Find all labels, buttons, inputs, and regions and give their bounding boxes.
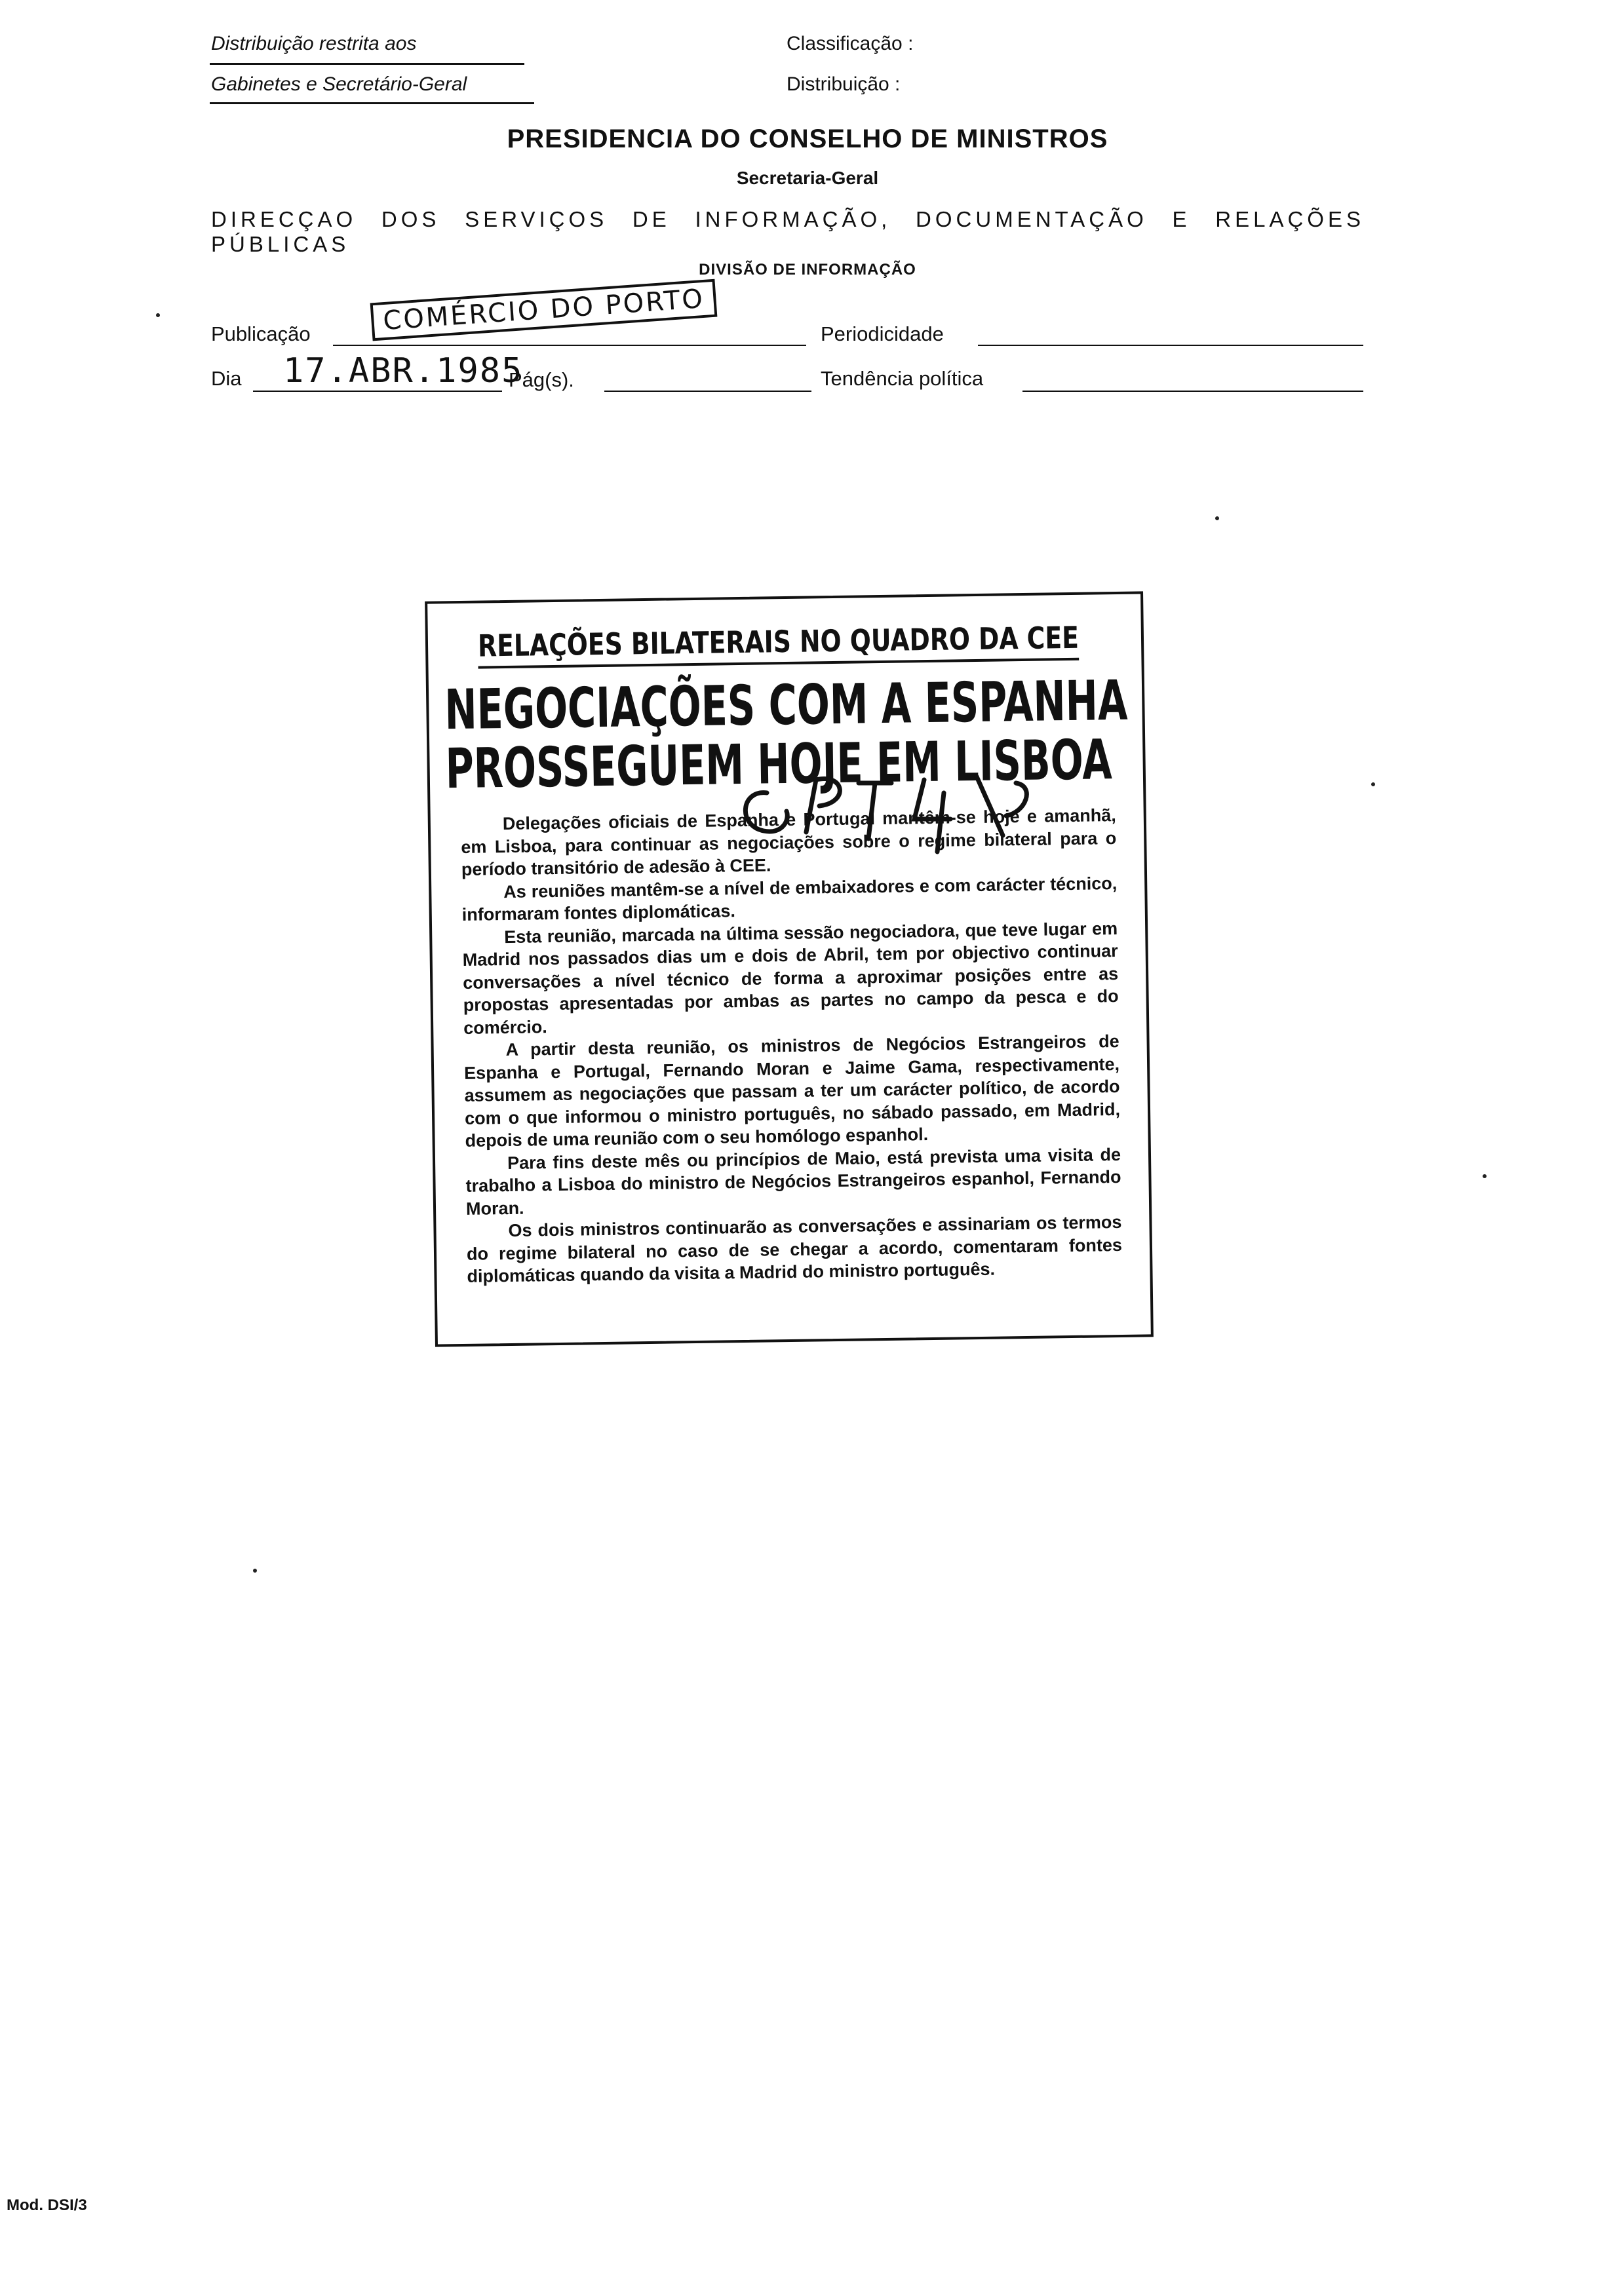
scan-speck <box>1483 1174 1487 1178</box>
distribution-note-line1: Distribuição restrita aos <box>211 33 417 54</box>
distribution-underline-2 <box>210 102 534 104</box>
clipping-paragraph-3: Esta reunião, marcada na última sessão negociadora, que teve lugar em Madrid nos passados dias um e dois de Abril, tem por objectivo continuar conversações a nível técnico de forma a aproximar posições entre as propostas apresentadas por ambas as partes no campo da pesca e do comércio. <box>462 918 1119 1038</box>
clipping-paragraph-6: Os dois ministros continuarão as conversações e assinariam os termos do regime bilateral no caso de se chegar a acordo, comentaram fontes diplomáticas quando da visita a Madrid do ministro português. <box>466 1212 1123 1286</box>
classification-label: Classificação : <box>787 33 914 54</box>
periodicity-field-line <box>978 345 1363 346</box>
pages-field-line <box>604 391 811 392</box>
publication-field-line <box>333 345 806 346</box>
clipping-paragraph-1: Delegações oficiais de Espanha e Portugal mantêm-se hoje e amanhã, em Lisboa, para continuar as negociações sobre o regime bilateral para o período transitório de adesão à CEE. <box>461 805 1117 879</box>
political-tendency-field-line <box>1022 391 1363 392</box>
clipping-kicker: RELAÇÕES BILATERAIS NO QUADRO DA CEE <box>478 620 1080 669</box>
clipping-paragraph-5: Para fins deste mês ou princípios de Maio, está prevista uma visita de trabalho a Lisboa do ministro de Negócios Estrangeiros espanhol, Fernando Moran. <box>465 1144 1121 1219</box>
publication-label: Publicação <box>211 322 311 345</box>
clipping-headline-line2: PROSSEGUEM HOJE EM LISBOA <box>444 727 1113 801</box>
distribution-label: Distribuição : <box>787 73 901 95</box>
division-title: DIVISÃO DE INFORMAÇÃO <box>699 261 916 278</box>
day-label: Dia <box>211 367 242 390</box>
distribution-note-line2: Gabinetes e Secretário-Geral <box>211 73 467 95</box>
secretariat-title: Secretaria-Geral <box>736 168 879 188</box>
clipping-paragraph-4: A partir desta reunião, os ministros de Negócios Estrangeiros de Espanha e Portugal, Fernando Moran e Jaime Gama, respectivamente, assumem as negociações que passam a ter um carácter político, de acordo com o que informou o ministro português, no sábado passado, em Madrid, depois de uma reunião com o seu homólogo espanhol. <box>463 1031 1121 1151</box>
day-field-line <box>253 391 502 392</box>
date-stamp: 17.ABR.1985 <box>283 351 524 391</box>
directorate-title: DIRECÇAO DOS SERVIÇOS DE INFORMAÇÃO, DOCUMENTAÇÃO E RELAÇÕES PÚBLICAS <box>211 207 1365 256</box>
presidency-title: PRESIDENCIA DO CONSELHO DE MINISTROS <box>507 124 1108 153</box>
form-model-code: Mod. DSI/3 <box>7 2196 87 2214</box>
handwritten-annotation <box>728 754 1042 885</box>
publication-stamp: COMÉRCIO DO PORTO <box>370 279 718 341</box>
distribution-underline-1 <box>210 63 524 65</box>
scan-speck <box>253 1569 257 1573</box>
political-tendency-label: Tendência política <box>821 367 984 390</box>
scan-speck <box>156 313 160 317</box>
periodicity-label: Periodicidade <box>821 322 944 345</box>
scan-speck <box>1371 782 1375 786</box>
clipping-headline-line1: NEGOCIAÇÕES COM A ESPANHA <box>444 668 1129 742</box>
clipping-paragraph-2: As reuniões mantêm-se a nível de embaixadores e com carácter técnico, informaram fontes diplomáticas. <box>461 873 1118 925</box>
newspaper-clipping <box>425 591 1154 1347</box>
scan-speck <box>1215 516 1219 520</box>
pages-label: Pág(s). <box>509 368 574 391</box>
